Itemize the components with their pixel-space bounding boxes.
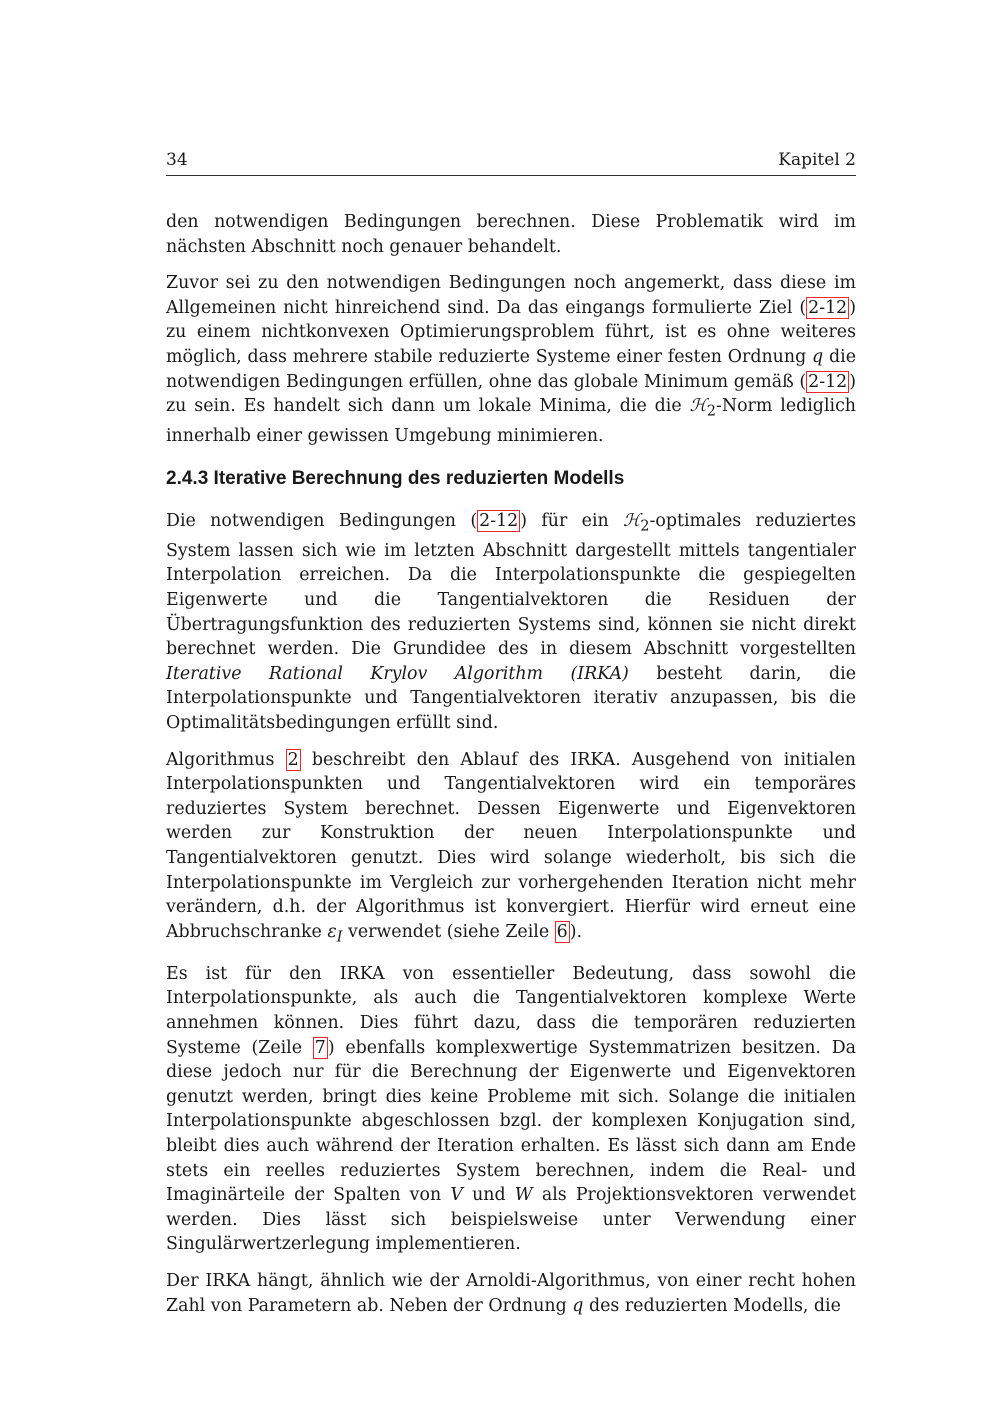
algorithm-ref-link[interactable]: 2 (287, 749, 299, 770)
paragraph-1: den notwendigen Bedingungen berechnen. Diese Problematik wird im nächsten Abschnitt noch genauer behandelt. (166, 212, 856, 257)
line-ref-link[interactable]: 6 (556, 921, 568, 942)
paragraph-3: Die notwendigen Bedingungen ( 2-12 ) für ein ℋ$_2$-optimales reduziertes System lassen sich wie im letzten Abschnitt dargestellt mittels tangentialer Interpolation erreichen. Da die Interpolationspunkte die gespiegelten Eigenwerte und die Tangentialvektoren die Residuen der Übertragungsfunktion des reduzierten Systems sind, können sie nicht direkt berechnet werden. Die Grundidee des in diesem Abschnitt vorgestellten Iterative Rational Krylov Algorithm (IRKA) besteht darin, die Interpolationspunkte und Tangentialvektoren iterativ anzupassen, bis die Optimalitätsbedingungen erfüllt sind. (166, 510, 856, 734)
paragraph-2: Zuvor sei zu den notwendigen Bedingungen noch angemerkt, dass diese im Allgemeinen nicht hinreichend sind. Da das eingangs formulierte Ziel ( 2-12 ) zu einem nichtkonvexen Optimierungsproblem führt, ist es ohne weiteres möglich, dass mehrere stabile reduzierte Systeme einer festen Ordnung q die notwendigen Bedingungen erfüllen, ohne das globale Minimum gemäß ( 2-12 ) zu sein. Es handelt sich dann um lokale Minima, die die ℋ$_2$-Norm lediglich innerhalb einer gewissen Umgebung minimieren. (166, 273, 857, 447)
equation-ref-link[interactable]: 2-12 (808, 297, 848, 318)
paragraph-5: Es ist für den IRKA von essentieller Bedeutung, dass sowohl die Interpolationspunkte, als auch die Tangentialvektoren komplexe Werte annehmen können. Dies führt dazu, dass die temporären reduzierten Systeme (Zeile 7 ) ebenfalls komplexwertige Systemmatrizen besitzen. Da diese jedoch nur für die Berechnung der Eigenwerte und Eigenvektoren genutzt werden, bringt dies keine Probleme mit sich. Solange die initialen Interpolationspunkte abgeschlossen bzgl. der komplexen Konjugation sind, bleibt dies auch während der Iteration erhalten. Es lässt sich dann am Ende stets ein reelles reduziertes System berechnen, indem die Real- und Imaginärteile der Spalten von V und W als Projektionsvektoren verwendet werden. Dies lässt sich beispielsweise unter Verwendung einer Singulärwertzerlegung implementieren. (166, 963, 857, 1255)
math-epsilon: ε (327, 921, 337, 942)
math-q: q (572, 1295, 584, 1316)
paragraph-4: Algorithmus 2 beschreibt den Ablauf des IRKA. Ausgehend von initialen Interpolationspunkten und Tangentialvektoren wird ein temporäres reduziertes System berechnet. Dessen Eigenwerte und Eigenvektoren werden zur Konstruktion der neuen Interpolationspunkte und Tangentialvektoren genutzt. Dies wird solange wiederholt, bis sich die Interpolationspunkte im Vergleich zur vorhergehenden Iteration nicht mehr verändern, d.h. der Algorithmus ist konvergiert. Hierfür wird erneut eine Abbruchschranke $\varepsilon_I$ verwendet (siehe Zeile 6 ). (166, 749, 856, 946)
math-q: q (812, 346, 824, 367)
equation-ref-link[interactable]: 2-12 (479, 510, 519, 531)
math-h2: ℋ (689, 396, 707, 417)
chapter-label: Kapitel 2 (778, 150, 856, 170)
emphasis-irka: Iterative Rational Krylov Algorithm (IRKA) (166, 663, 629, 684)
section-heading: 2.4.3 Iterative Berechnung des reduzierten Modells (166, 467, 625, 489)
line-ref-link[interactable]: 7 (314, 1037, 326, 1058)
paragraph-6: Der IRKA hängt, ähnlich wie der Arnoldi-Algorithmus, von einer recht hohen Zahl von Parametern ab. Neben der Ordnung q des reduzierten Modells, die (166, 1270, 856, 1316)
page-body (166, 210, 856, 1330)
math-v: V (450, 1185, 463, 1206)
math-w: W (514, 1185, 533, 1206)
equation-ref-link[interactable]: 2-12 (808, 371, 848, 392)
page-number: 34 (166, 150, 188, 170)
math-h2: ℋ (623, 510, 641, 531)
page-header (166, 150, 856, 176)
